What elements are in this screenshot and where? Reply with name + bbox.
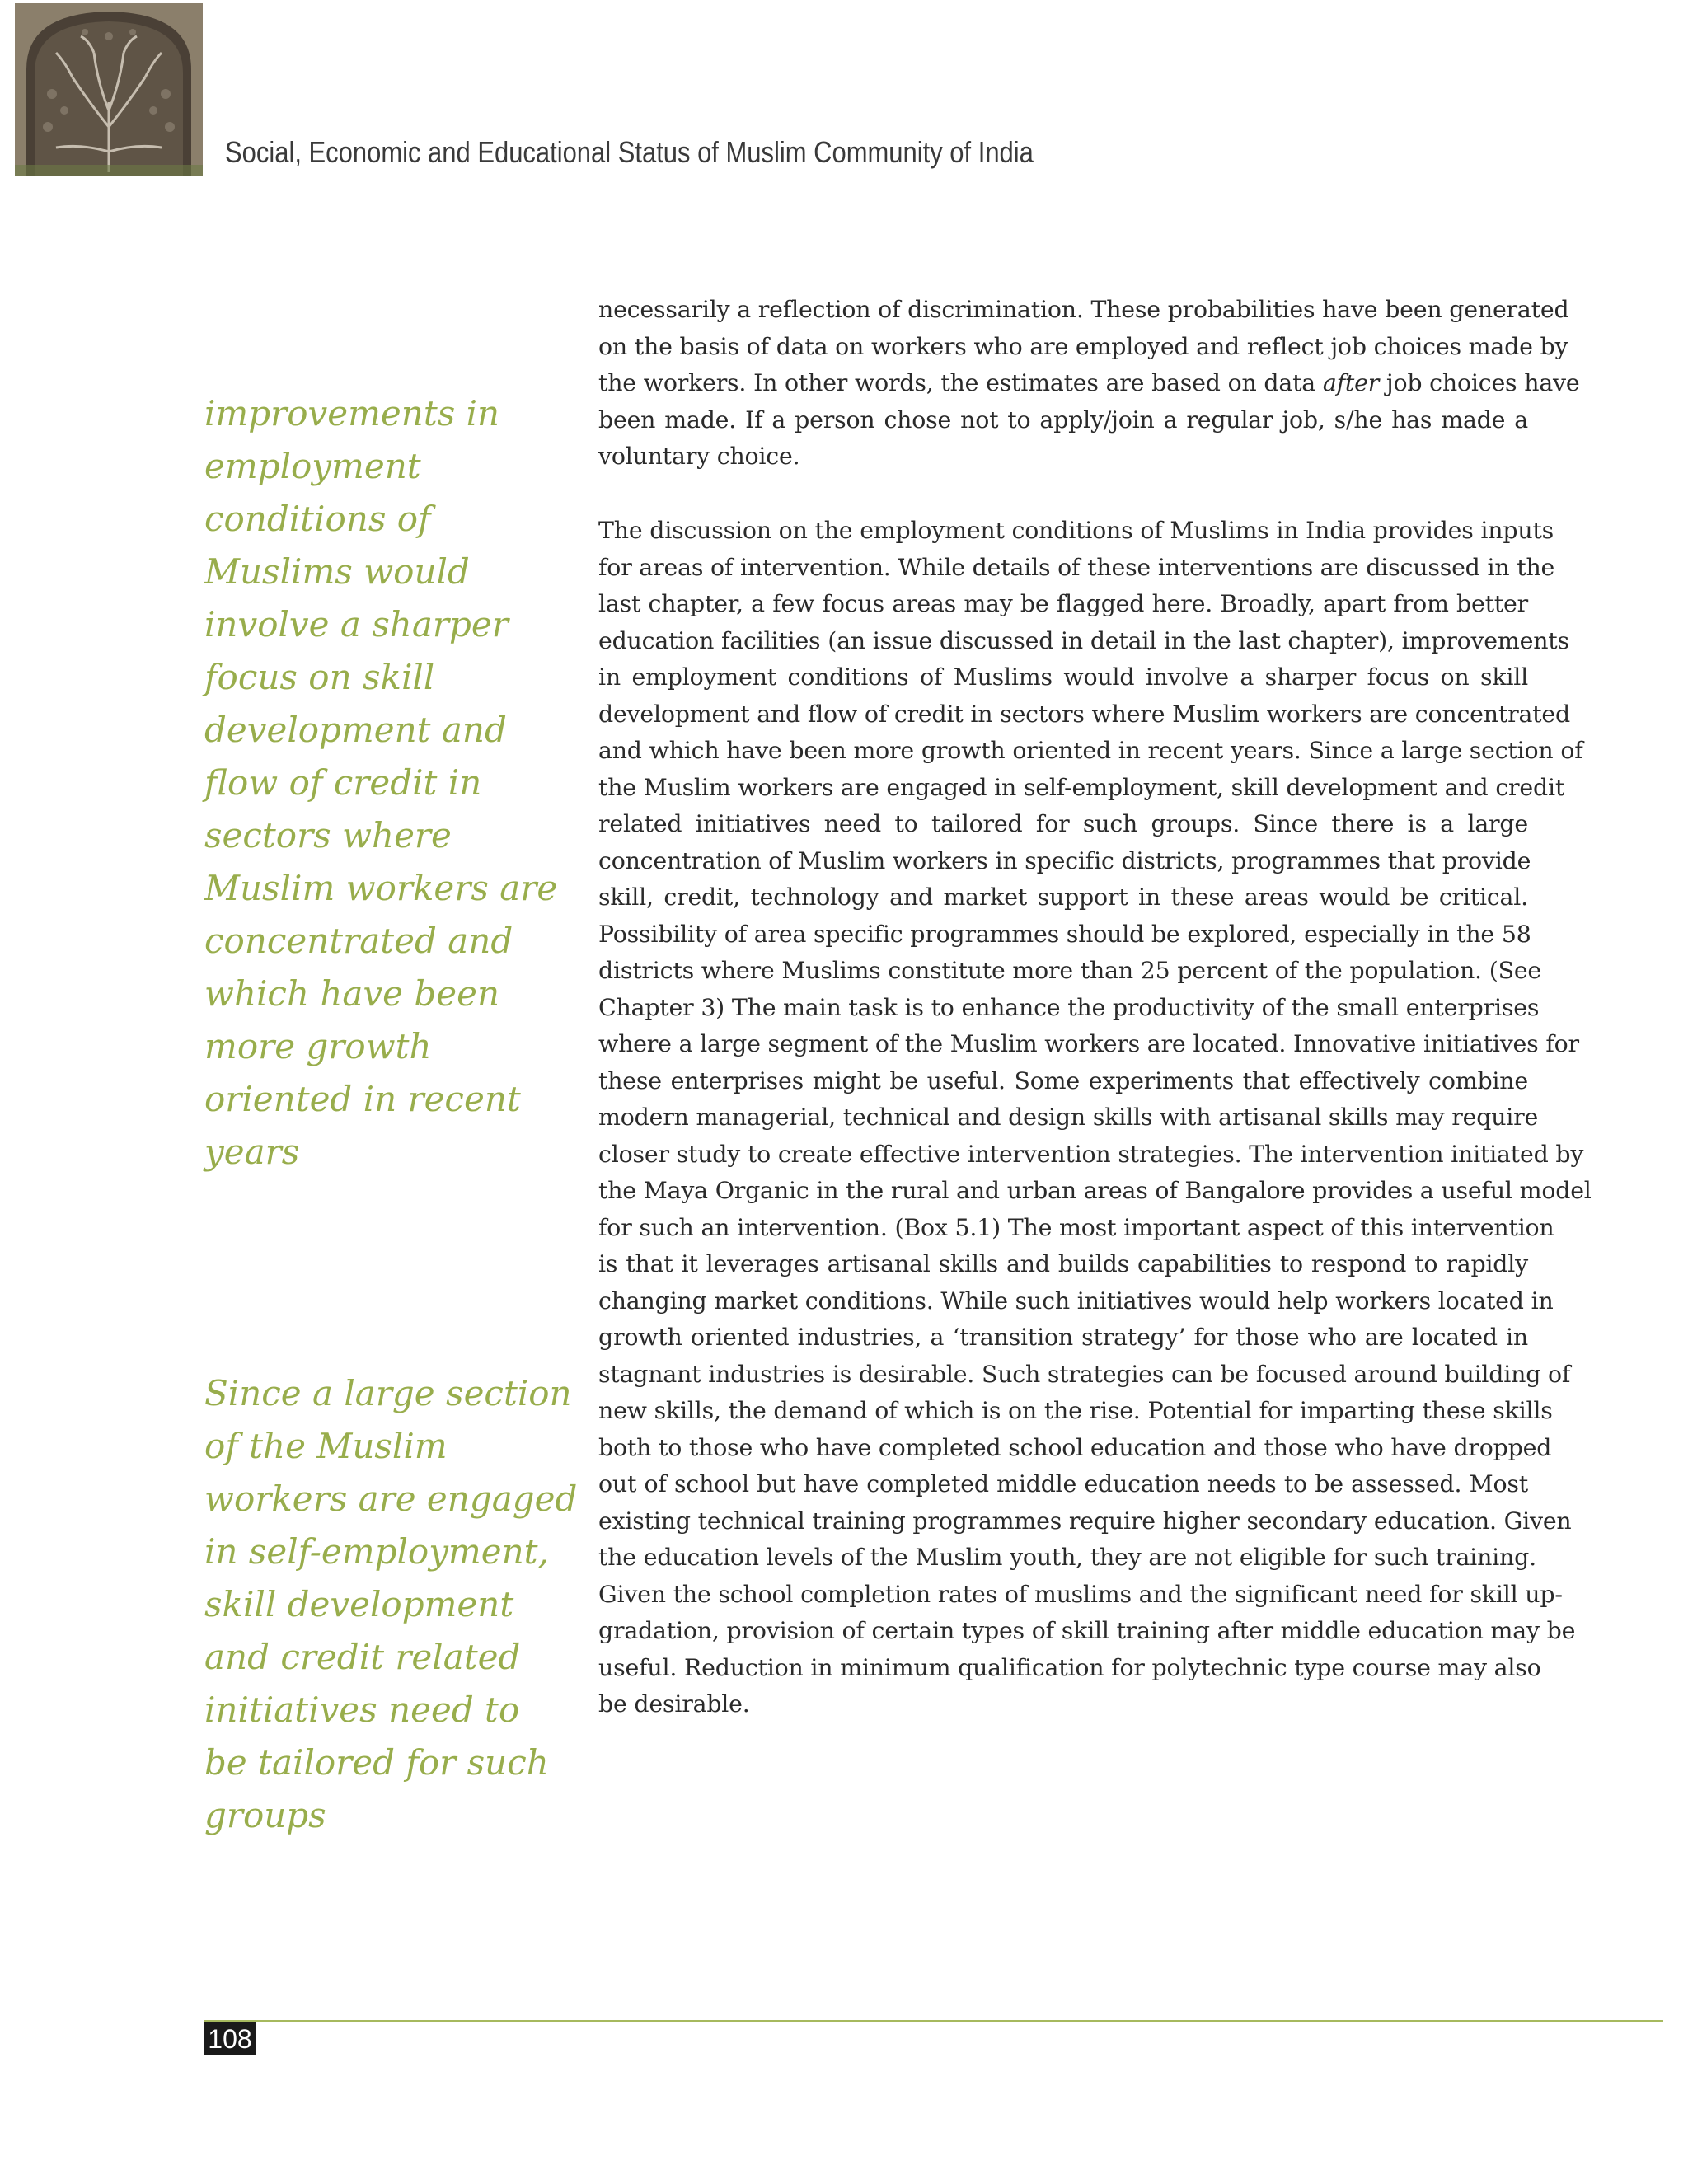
body-line: the Maya Organic in the rural and urban areas of Bangalore provides a useful model bbox=[598, 1177, 1592, 1204]
body-line: out of school but have completed middle education needs to be assessed. Most bbox=[598, 1470, 1528, 1497]
header-lattice-image bbox=[15, 3, 203, 176]
body-line: in employment conditions of Muslims would involve a sharper focus on skill bbox=[598, 663, 1528, 691]
body-line: necessarily a reflection of discrimination. These probabilities have been generated bbox=[598, 296, 1569, 323]
pull-quote-line: in self-employment, bbox=[204, 1531, 549, 1572]
body-line: closer study to create effective intervention strategies. The intervention initiated by bbox=[598, 1140, 1584, 1168]
body-line: been made. If a person chose not to apply/join a regular job, s/he has made a bbox=[598, 405, 1528, 434]
body-line: concentration of Muslim workers in specific districts, programmes that provide bbox=[598, 846, 1531, 874]
pull-quote-line: conditions of bbox=[204, 499, 431, 539]
pull-quote-line: concentrated and bbox=[204, 921, 513, 961]
pull-quote-line: improvements in bbox=[204, 393, 500, 434]
body-line: for areas of intervention. While details of these interventions are discussed in the bbox=[598, 553, 1555, 581]
pull-quote-line: Muslims would bbox=[204, 551, 470, 592]
pull-quote bbox=[204, 387, 567, 1179]
body-line: Possibility of area specific programmes should be explored, especially in the 58 bbox=[598, 920, 1531, 948]
pull-quote-line: Muslim workers are bbox=[204, 868, 558, 908]
body-line: voluntary choice. bbox=[598, 443, 800, 470]
body-line: both to those who have completed school education and those who have dropped bbox=[598, 1433, 1552, 1461]
body-line: new skills, the demand of which is on the rise. Potential for imparting these skills bbox=[598, 1397, 1553, 1424]
pull-quote bbox=[204, 1367, 578, 1842]
pull-quote-line: skill development bbox=[204, 1584, 514, 1624]
body-line: the education levels of the Muslim youth, they are not eligible for such training. bbox=[598, 1544, 1536, 1571]
body-line: changing market conditions. While such initiatives would help workers located in bbox=[598, 1286, 1554, 1315]
body-line: where a large segment of the Muslim workers are located. Innovative initiatives for bbox=[598, 1030, 1579, 1057]
pull-quote-line: be tailored for such bbox=[204, 1742, 549, 1783]
body-line: last chapter, a few focus areas may be flagged here. Broadly, apart from better bbox=[598, 590, 1528, 617]
body-line: and which have been more growth oriented in recent years. Since a large section of bbox=[598, 737, 1583, 764]
body-line: development and flow of credit in sectors where Muslim workers are concentrated bbox=[598, 700, 1570, 728]
body-line: existing technical training programmes require higher secondary education. Given bbox=[598, 1507, 1572, 1535]
pull-quote-line: groups bbox=[204, 1795, 326, 1835]
footer-rule bbox=[204, 2020, 1663, 2022]
body-line: skill, credit, technology and market support in these areas would be critical. bbox=[598, 883, 1528, 911]
body-line: is that it leverages artisanal skills and builds capabilities to respond to rapidly bbox=[598, 1250, 1528, 1277]
pull-quote-line: flow of credit in bbox=[204, 762, 482, 803]
body-line: education facilities (an issue discussed in detail in the last chapter), improvements bbox=[598, 626, 1569, 654]
pull-quote-line: Since a large section bbox=[204, 1373, 572, 1413]
body-paragraph bbox=[598, 513, 1592, 1723]
pull-quote-line: of the Muslim bbox=[204, 1426, 448, 1466]
body-paragraph bbox=[598, 292, 1580, 476]
body-line: be desirable. bbox=[598, 1690, 750, 1718]
pull-quote-line: involve a sharper bbox=[204, 604, 509, 644]
body-line: related initiatives need to tailored for such groups. Since there is a large bbox=[598, 810, 1528, 837]
pull-quote-line: which have been bbox=[204, 973, 500, 1014]
pull-quote-line: oriented in recent bbox=[204, 1079, 521, 1119]
body-line: stagnant industries is desirable. Such strategies can be focused around building of bbox=[598, 1360, 1571, 1388]
body-line: gradation, provision of certain types of skill training after middle education may be bbox=[598, 1617, 1576, 1644]
pull-quote-line: more growth bbox=[204, 1026, 432, 1066]
body-text: the workers. In other words, the estimates are based on data bbox=[598, 369, 1323, 396]
body-line: for such an intervention. (Box 5.1) The most important aspect of this intervention bbox=[598, 1213, 1554, 1241]
running-header-title: Social, Economic and Educational Status of Muslim Community of India bbox=[225, 135, 1034, 169]
pull-quote-line: focus on skill bbox=[204, 657, 435, 697]
body-line: Chapter 3) The main task is to enhance the productivity of the small enterprises bbox=[598, 993, 1540, 1021]
pull-quote-line: employment bbox=[204, 446, 421, 486]
pull-quote-line: years bbox=[204, 1132, 300, 1172]
body-line: modern managerial, technical and design skills with artisanal skills may require bbox=[598, 1104, 1539, 1131]
body-line bbox=[598, 365, 1580, 402]
pull-quote-line: sectors where bbox=[204, 815, 452, 855]
body-line: The discussion on the employment conditions of Muslims in India provides inputs bbox=[598, 517, 1554, 544]
body-line: Given the school completion rates of muslims and the significant need for skill up- bbox=[598, 1580, 1563, 1608]
body-line: districts where Muslims constitute more than 25 percent of the population. (See bbox=[598, 957, 1542, 984]
page-number: 108 bbox=[204, 2022, 256, 2055]
pull-quote-line: workers are engaged bbox=[204, 1479, 578, 1519]
body-text: job choices have bbox=[1379, 369, 1580, 396]
body-line: on the basis of data on workers who are employed and reflect job choices made by bbox=[598, 332, 1568, 360]
pull-quote-line: development and bbox=[204, 710, 507, 750]
pull-quote-line: and credit related bbox=[204, 1637, 521, 1677]
body-line: the Muslim workers are engaged in self-employment, skill development and credit bbox=[598, 773, 1565, 801]
emphasized-word: after bbox=[1322, 369, 1380, 396]
body-line: useful. Reduction in minimum qualification for polytechnic type course may also bbox=[598, 1653, 1541, 1681]
body-line: growth oriented industries, a ‘transition strategy’ for those who are located in bbox=[598, 1324, 1528, 1351]
body-line: these enterprises might be useful. Some experiments that effectively combine bbox=[598, 1066, 1528, 1094]
pull-quote-line: initiatives need to bbox=[204, 1690, 520, 1730]
